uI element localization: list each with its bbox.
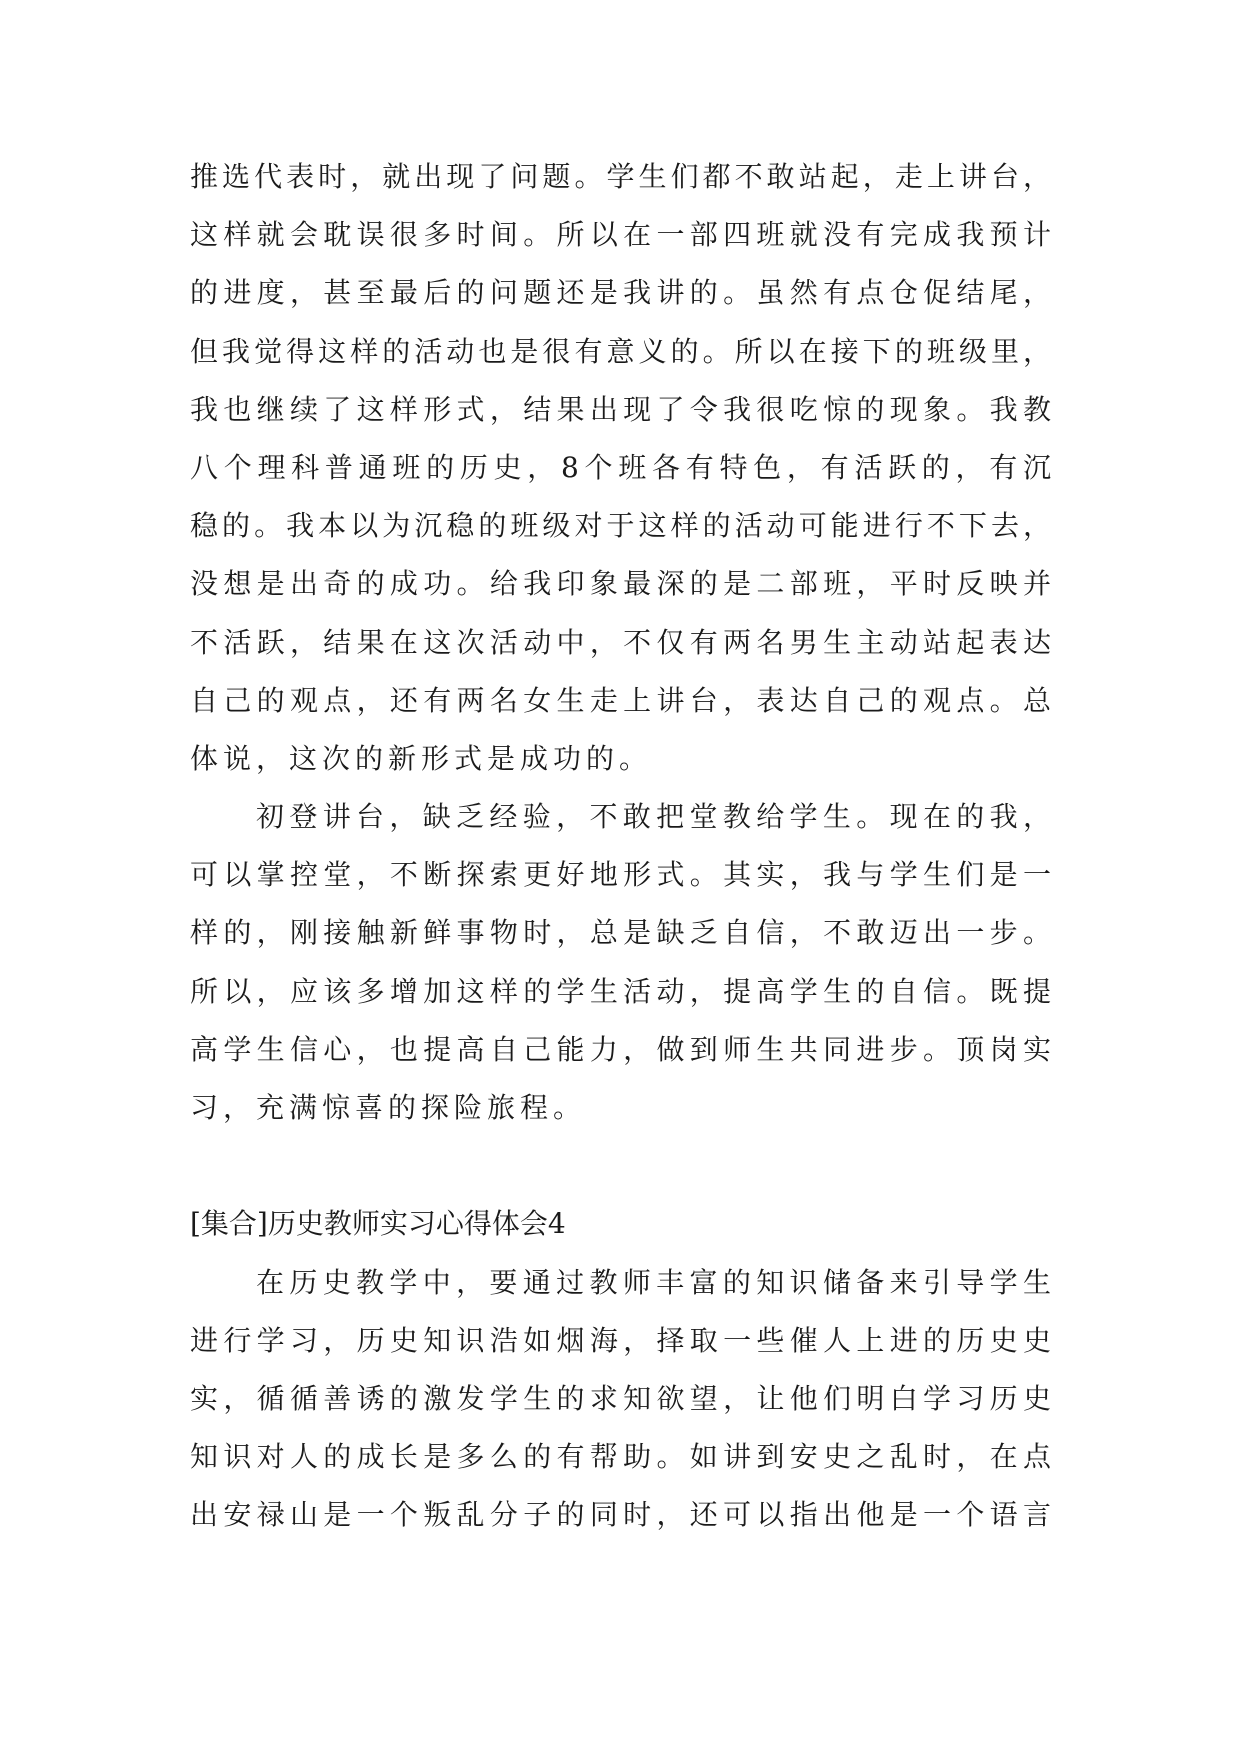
text-line: 可以掌控堂，不断探索更好地形式。其实，我与学生们是一 xyxy=(190,858,1052,892)
text-line: 知识对人的成长是多么的有帮助。如讲到安史之乱时，在点 xyxy=(190,1440,1052,1474)
paragraph xyxy=(190,148,1052,788)
text-line: 习，充满惊喜的探险旅程。 xyxy=(190,1091,587,1124)
text-line: 所以，应该多增加这样的学生活动，提高学生的自信。既提 xyxy=(190,974,1052,1008)
text-line: 体说，这次的新形式是成功的。 xyxy=(190,741,653,775)
paragraph xyxy=(190,1254,1052,1545)
document-body xyxy=(190,148,1052,1545)
text-line: 初登讲台，缺乏经验，不敢把堂教给学生。现在的我， xyxy=(256,800,1052,834)
text-line: 稳的。我本以为沉稳的班级对于这样的活动可能进行不下去， xyxy=(190,509,1052,543)
section-heading: [集合]历史教师实习心得体会4 xyxy=(190,1207,566,1241)
text-line: 这样就会耽误很多时间。所以在一部四班就没有完成我预计 xyxy=(190,218,1052,252)
text-line: 自己的观点，还有两名女生走上讲台，表达自己的观点。总 xyxy=(190,683,1052,717)
text-line: 不活跃，结果在这次活动中，不仅有两名男生主动站起表达 xyxy=(190,625,1052,659)
paragraph xyxy=(190,788,1052,1137)
text-line: 进行学习，历史知识浩如烟海，择取一些催人上进的历史史 xyxy=(190,1323,1052,1357)
text-line: 的进度，甚至最后的问题还是我讲的。虽然有点仓促结尾， xyxy=(190,276,1052,310)
text-line: 样的，刚接触新鲜事物时，总是缺乏自信，不敢迈出一步。 xyxy=(190,916,1052,950)
text-line: 高学生信心，也提高自己能力，做到师生共同进步。顶岗实 xyxy=(190,1032,1052,1066)
text-line: 实，循循善诱的激发学生的求知欲望，让他们明白学习历史 xyxy=(190,1381,1052,1415)
text-line: 没想是出奇的成功。给我印象最深的是二部班，平时反映并 xyxy=(190,567,1052,601)
text-line: 但我觉得这样的活动也是很有意义的。所以在接下的班级里， xyxy=(190,334,1052,368)
text-line: 我也继续了这样形式，结果出现了令我很吃惊的现象。我教 xyxy=(190,392,1052,426)
text-line: 出安禄山是一个叛乱分子的同时，还可以指出他是一个语言 xyxy=(190,1498,1052,1532)
text-line: 八个理科普通班的历史，8个班各有特色，有活跃的，有沉 xyxy=(190,450,1052,484)
text-line: 推选代表时，就出现了问题。学生们都不敢站起，走上讲台， xyxy=(190,160,1052,193)
text-line: 在历史教学中，要通过教师丰富的知识储备来引导学生 xyxy=(256,1265,1052,1299)
